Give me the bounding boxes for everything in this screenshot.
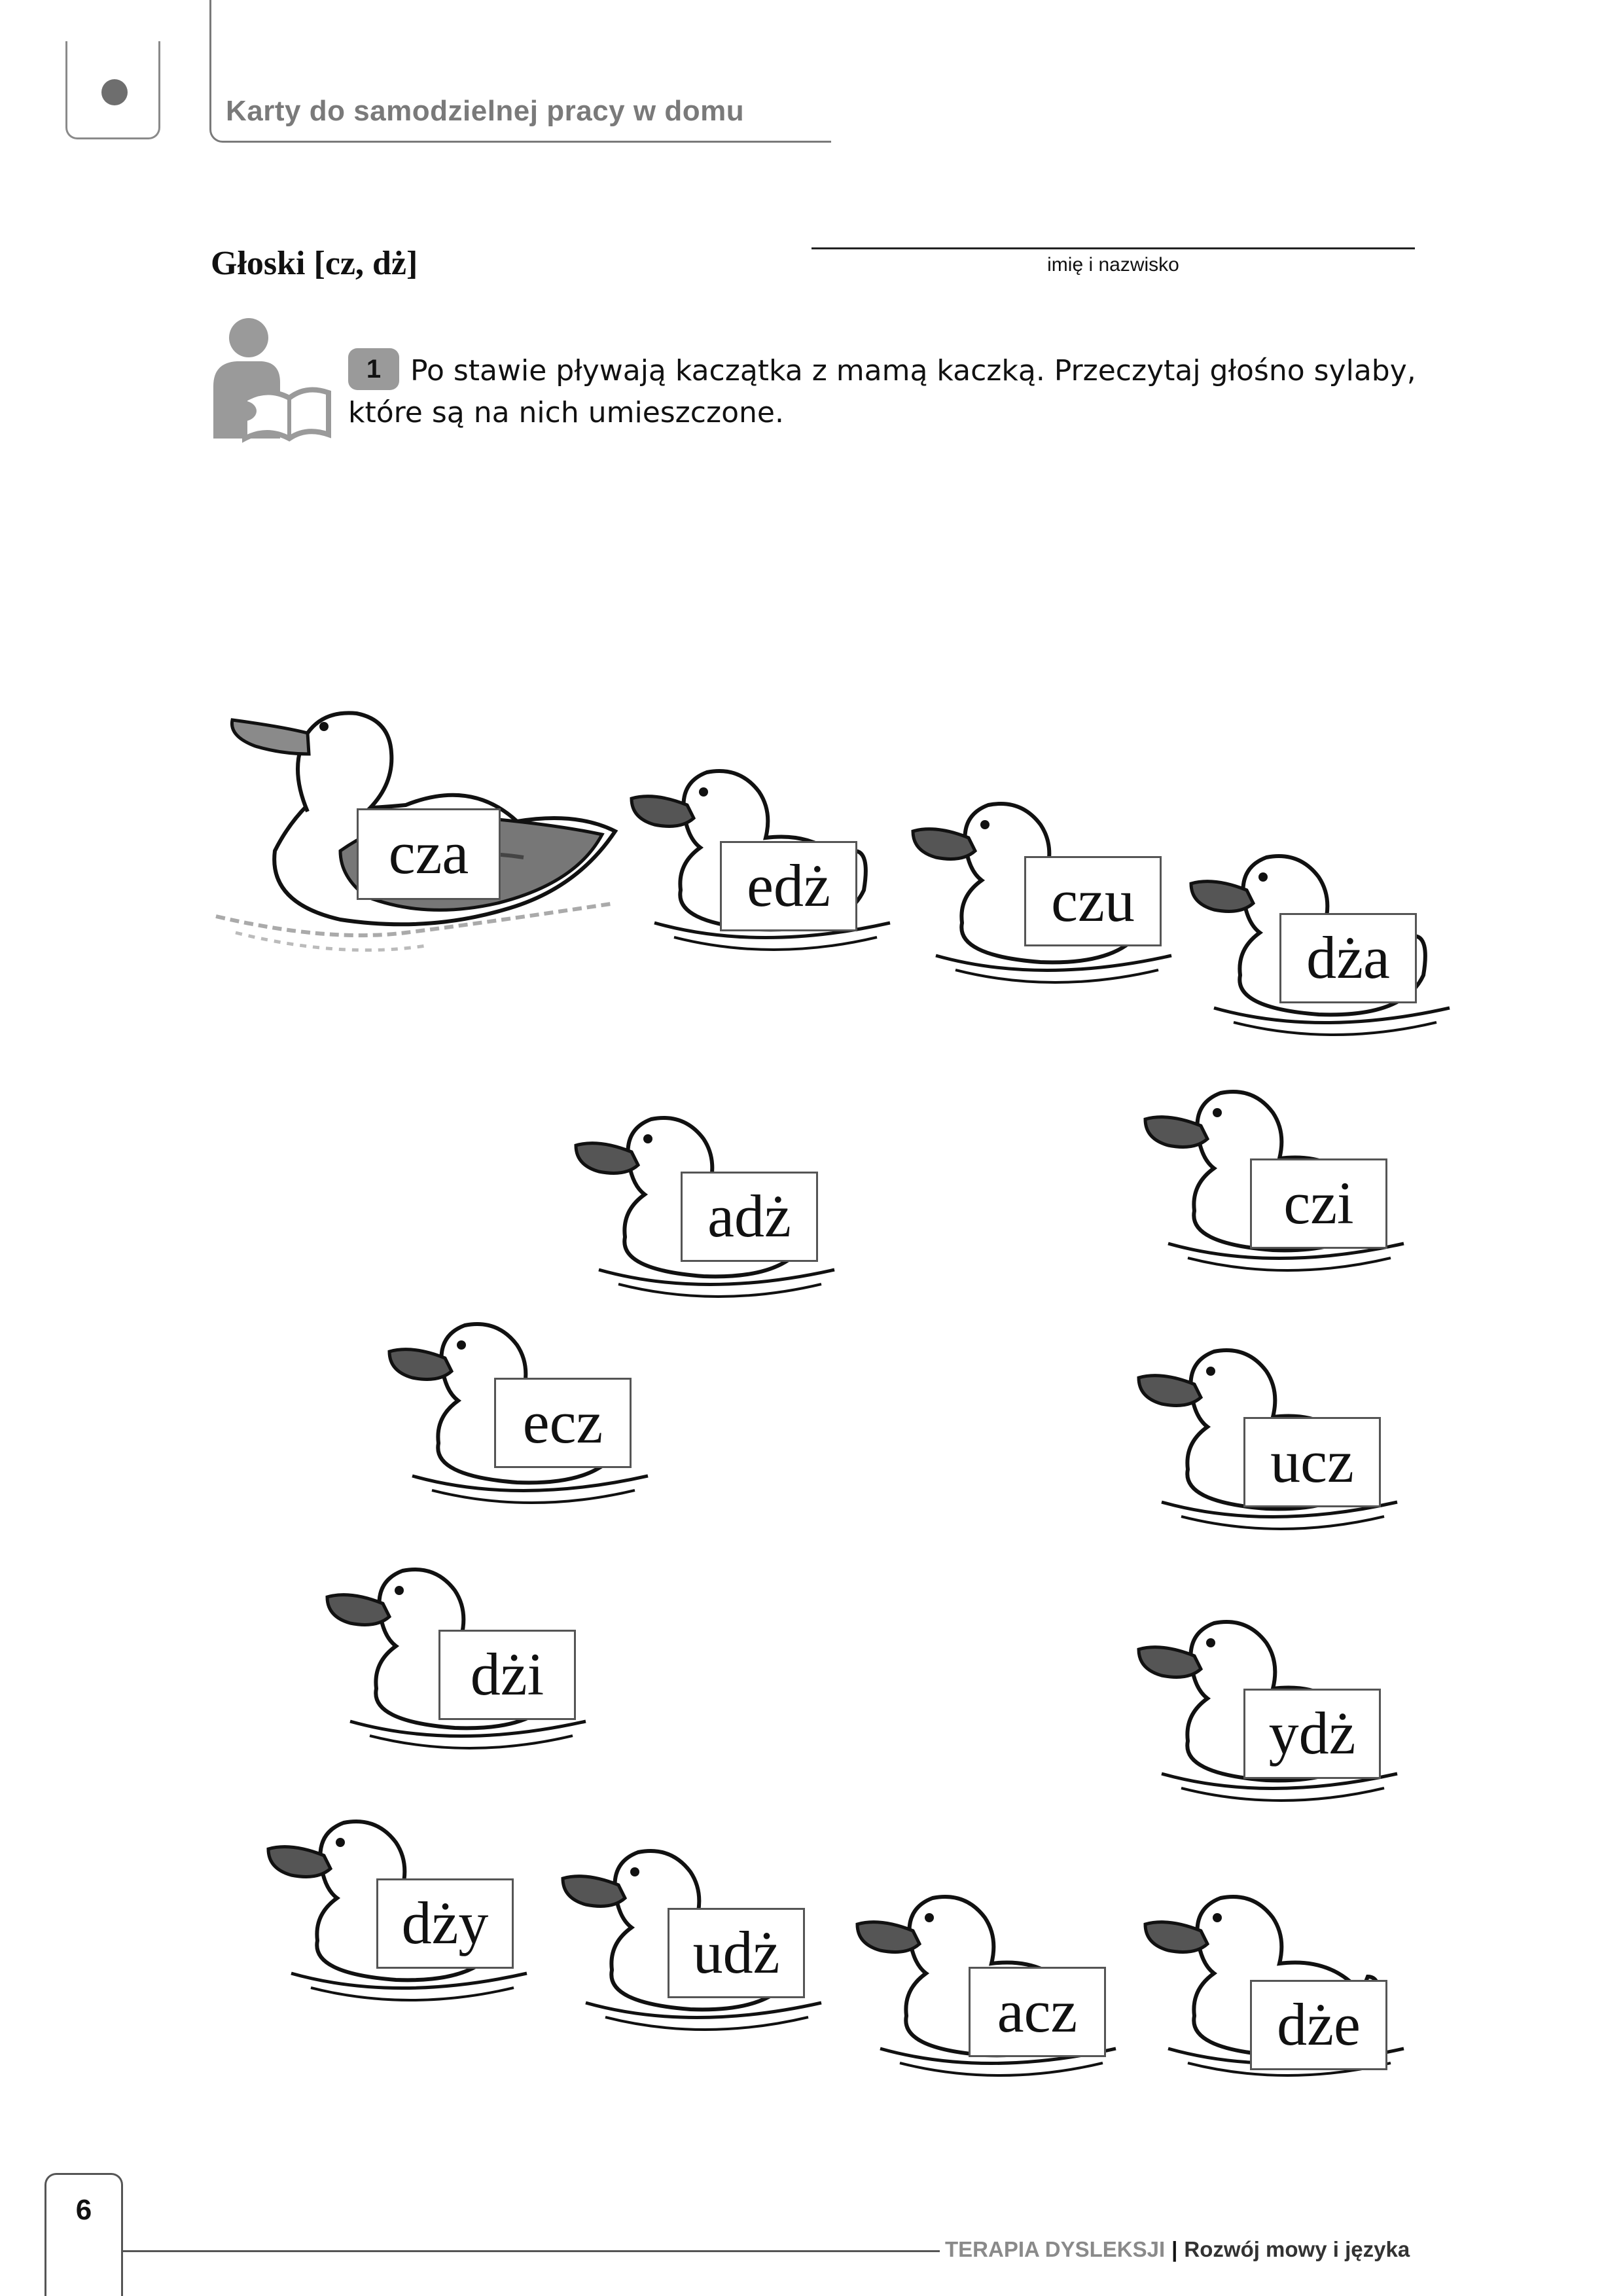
header-bullet-box [65,41,160,139]
syllable-label: dże [1250,1980,1387,2070]
syllable-label: czi [1250,1158,1387,1249]
duckling [265,1777,546,2013]
duckling [560,1806,841,2042]
duckling [324,1525,605,1761]
syllable-label: ydż [1243,1689,1381,1779]
page-number-frame [45,2173,123,2296]
syllable-label: dża [1279,913,1417,1003]
page-number: 6 [75,2194,92,2226]
reading-person-icon [208,314,332,445]
syllable-label: ecz [494,1378,632,1468]
syllable-label: acz [969,1967,1106,2057]
task-instruction: Po stawie pływają kaczątka z mamą kaczką. Przeczytaj głośno sylaby, które są na nich umieszczone. [348,354,1416,429]
header-title: Karty do samodzielnej pracy w domu [226,95,745,127]
duckling [1142,1852,1423,2088]
syllable-label: ucz [1243,1417,1381,1507]
section-title: Głoski [cz, dż] [211,245,418,282]
footer-subtitle: Rozwój mowy i języka [1184,2237,1410,2261]
duckling [1142,1047,1423,1283]
syllable-label: edż [720,841,857,931]
footer-separator: | [1171,2237,1178,2261]
duckling [573,1073,854,1309]
mother-duck [209,681,628,969]
duckling [1135,1306,1417,1541]
task-number-badge: 1 [348,348,399,390]
duckling [628,726,910,962]
name-field-caption: imię i nazwisko [1047,254,1179,276]
syllable-label: cza [357,808,501,900]
duckling [910,759,1191,995]
syllable-label: adż [681,1172,818,1262]
footer-divider [122,2250,940,2252]
duckling [1135,1577,1417,1813]
syllable-label: dży [376,1878,514,1969]
footer-text [945,2237,1410,2262]
duckling [386,1280,668,1515]
bullet-dot-icon [101,79,128,105]
duckling [1188,812,1469,1047]
syllable-label: czu [1024,856,1162,946]
duckling [854,1852,1135,2088]
footer-series: TERAPIA DYSLEKSJI [945,2237,1166,2261]
name-input-line[interactable] [812,247,1415,249]
syllable-label: udż [668,1908,805,1998]
syllable-label: dżi [438,1630,576,1720]
